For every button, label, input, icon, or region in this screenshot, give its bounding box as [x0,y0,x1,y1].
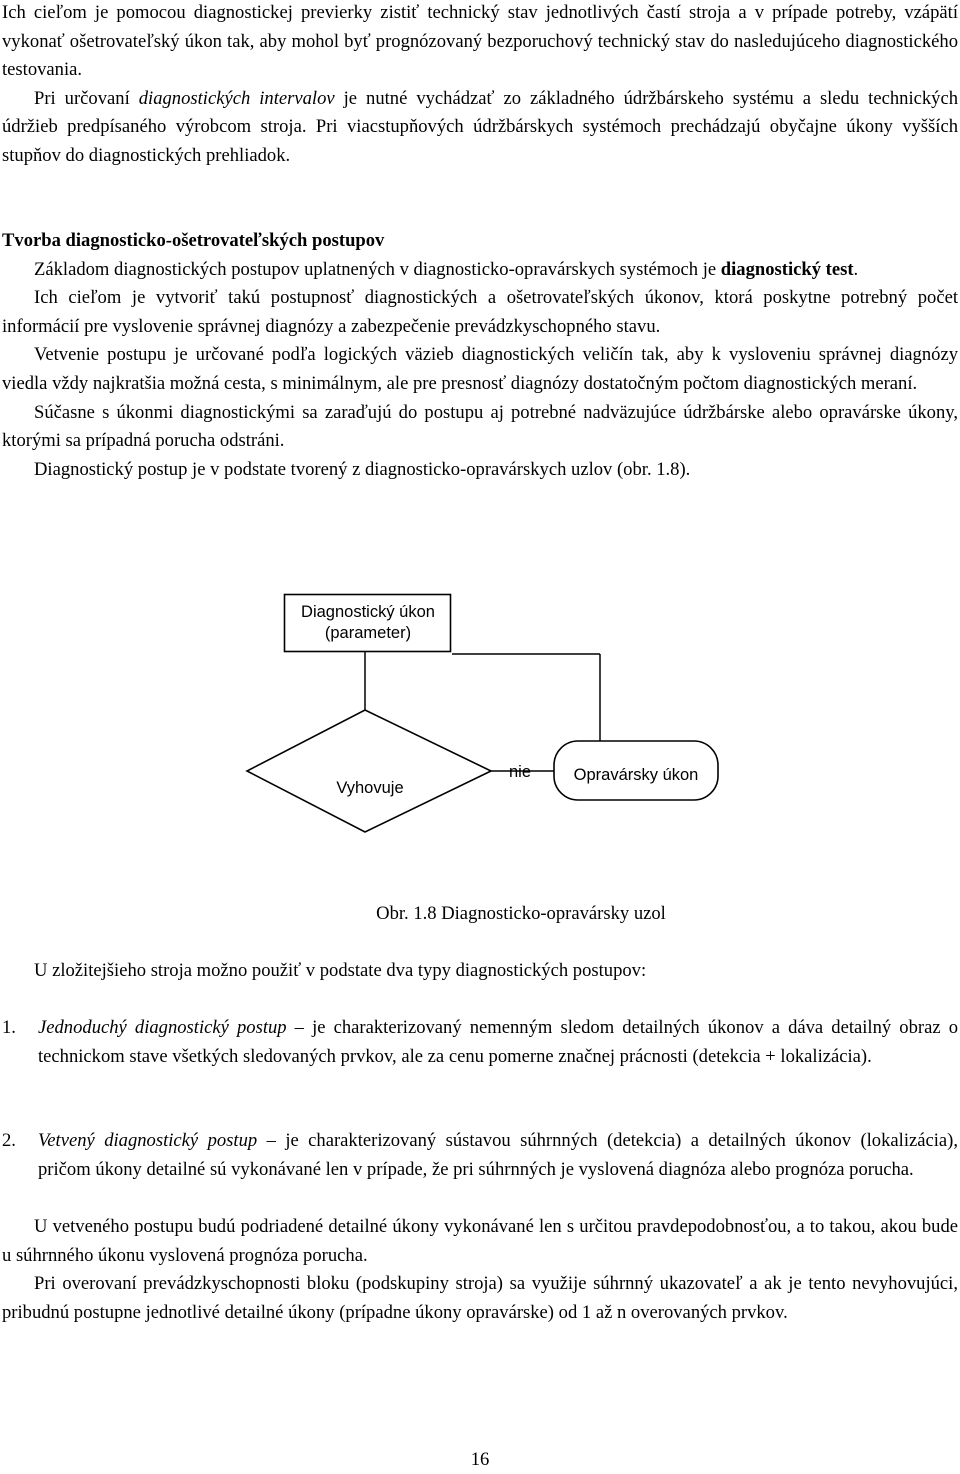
paragraph-intervals: Pri určovaní diagnostických intervalov je nutné vychádzať zo základného údržbárskeho systému a sledu technických údržieb predpísaného výrobcom stroja. Pri viacstupňových údržbárskych systémoch prechádzajú obyčajne úkony vyšších stupňov do diagnostických prehliadok. [2,87,959,166]
term-diagnostic-intervals: diagnostických intervalov [138,87,335,109]
paragraph-goal: Ich cieľom je pomocou diagnostickej previerky zistiť technický stav jednotlivých častí stroja a v prípade potreby, vzápätí vykonať ošetrovateľský úkon tak, aby mohol byť prognózovaný bezporuchový technický stav do nasledujúceho diagnostického testovania. [2,2,958,81]
paragraph-branching: Vetvenie postupu je určované podľa logických väzieb diagnostických veličín tak, aby k vysloveniu správnej diagnózy viedla vždy najkratšia možná cesta, s minimálnym, ale pre presnosť diagnózy dostatočným počtom diagnostických meraní. [2,344,958,394]
paragraph-procedure-types [2,957,958,986]
repair-action-label: Opravársky úkon [573,766,699,784]
figure-caption: Obr. 1.8 Diagnosticko-opravársky uzol [376,903,666,924]
list-number: 1. [2,1017,16,1038]
paragraph-aim: Ich cieľom je vytvoriť takú postupnosť diagnostických a ošetrovateľských úkonov, ktorá poskytne potrebný počet informácií pre vyslovenie správnej diagnózy a zabezpečenie prevádzkyschopného stavu. [2,287,958,337]
decision-diamond [247,710,491,832]
diagram-graphic [0,580,960,900]
page-number: 16 [470,1449,490,1470]
term-branched-procedure: Vetvený diagnostický postup [38,1130,258,1151]
term-simple-procedure: Jednoduchý diagnostický postup [38,1017,287,1038]
paragraph-two-types: U zložitejšieho stroja možno použiť v podstate dva typy diagnostických postupov: [34,960,647,981]
paragraph-intro [2,0,958,171]
list-item-simple-procedure [2,1014,958,1071]
list-number: 2. [2,1130,16,1151]
node-diagram [0,580,960,900]
list-item-text: Jednoduchý diagnostický postup – je charakterizovaný nemenným sledom detailných úkonov a dáva detailný obraz o technickom stave všetkých sledovaných prvkov, ale za cenu pomerne značnej prácnosti (detekcia + lokalizácia). [38,1017,958,1067]
paragraph-block-check: Pri overovaní prevádzkyschopnosti bloku (podskupiny stroja) sa využije súhrnný ukazovateľ a ak je tento nevyhovujúci, pribudnú postupne jednotlivé detailné úkony (prípadne úkony opravárske) od 1 až n overovaných prvkov. [2,1273,958,1323]
diagnostic-action-label: Diagnostický úkon (parameter) [301,603,435,642]
paragraph-simultaneous: Súčasne s úkonmi diagnostickými sa zaraďujú do postupu aj potrebné nadväzujúce údržbárske alebo opravárske úkony, ktorými sa prípadná porucha odstráni. [2,401,958,452]
decision-label: Vyhovuje [336,779,404,797]
no-branch-label: nie [508,763,532,781]
section-procedures [2,227,958,484]
list-item-branched-procedure [2,1127,958,1184]
paragraph-closing [2,1213,958,1327]
paragraph-procedure-nodes: Diagnostický postup je v podstate tvorený z diagnosticko-opravárskych uzlov (obr. 1.8). [34,458,691,480]
list-item-text: Vetvený diagnostický postup – je charakterizovaný sústavou súhrnných (detekcia) a detailných úkonov (lokalizácia), pričom úkony detailné sú vykonávané len v prípade, že pri súhrnných je vyslovená diagnóza alebo prognóza porucha. [38,1130,959,1180]
term-diagnostic-test: diagnostický test [720,258,854,280]
paragraph-branched-probability: U vetveného postupu budú podriadené detailné úkony vykonávané len s určitou pravdepodobnosťou, a to takou, akou bude u súhrnného úkonu vyslovená prognóza porucha. [2,1216,958,1266]
paragraph-basis: Základom diagnostických postupov uplatnených v diagnosticko-opravárskych systémoch je diagnostický test. [34,258,859,280]
section-heading: Tvorba diagnosticko-ošetrovateľských postupov [2,230,385,251]
